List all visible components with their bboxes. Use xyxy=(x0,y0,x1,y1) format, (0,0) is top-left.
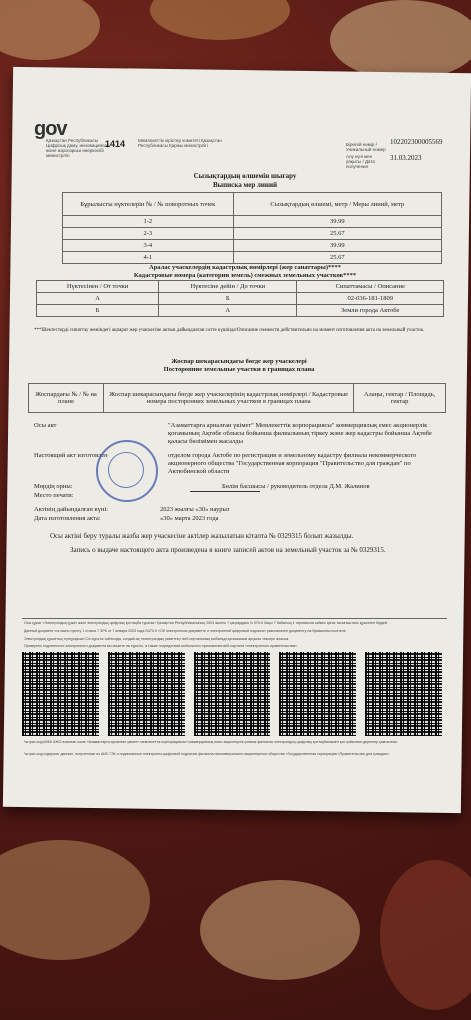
date-label: Алу күні мен уақыты / Дата получения xyxy=(346,154,375,169)
unique-number-label: Бірегей нөмір / Уникальный номер xyxy=(346,142,386,152)
section1-title-kz: Сызықтардың өлшемін шығару xyxy=(193,172,297,180)
cell: А xyxy=(37,293,159,305)
section2-title-kz: Аралас учаскелердің кадастрлық нөмірлері (жер санаттары)**** xyxy=(149,264,341,271)
qr-code-icon xyxy=(279,652,356,736)
cell: 02-036-181-1809 xyxy=(297,293,444,305)
maker-label: Настоящий акт изготовлен xyxy=(34,452,108,459)
middle-organization: Мемлекеттік кірістер комитеті Қазақстан Республикасы Қаржы министрлігі xyxy=(138,138,222,148)
section1-title-ru: Выписка мер линий xyxy=(212,181,278,189)
cell: Земли города Актобе xyxy=(297,305,444,317)
col-plan-number: Жоспардағы № / № на плане xyxy=(29,384,104,413)
cell: 39.99 xyxy=(233,240,441,252)
act-value: "Азаматтарға арналған үкімет" Мемлекеттік корпорациясы" коммерциялық емес акционерлік қоғамының Ақтөбе облысы бойынша филиалының тіркеу және жер кадастры бойынша Ақтөбе қаласы бөлімімен жасалды xyxy=(168,422,432,445)
carpet-pattern xyxy=(380,860,471,1010)
qr-code-icon xyxy=(108,652,185,736)
left-organization: Қазақстан Республикасы Цифрлық даму, инновациялар және аэроғарыш өнеркәсібі министрлігі xyxy=(46,138,110,158)
footer-line-2: Данный документ согласно пункту 1 статьи 7 ЗРК от 7 января 2003 года N370-II «Об электронном документе и электронной цифровой подписи» равнозначен документу на бумажном носителе. xyxy=(24,629,347,633)
qr-code-icon xyxy=(22,652,99,736)
unique-number: 102202300005569 xyxy=(390,138,443,146)
section3-title-kz: Жоспар шекарасындағы бөгде жер учаскелері xyxy=(171,358,307,365)
col-desc: Сипаттамасы / Описание xyxy=(297,281,444,293)
carpet-pattern xyxy=(150,0,290,40)
cell: 25.67 xyxy=(233,252,441,264)
date-made-ru: «30» марта 2023 года xyxy=(160,515,219,522)
date-made-label-ru: Дата изготовления акта: xyxy=(34,515,101,522)
gov-logo: gov xyxy=(34,118,67,140)
footer-divider xyxy=(22,618,447,619)
cell: Б xyxy=(159,293,297,305)
date-value: 31.03.2023 xyxy=(390,154,422,162)
seal-label-kz: Мөрдің орны: xyxy=(34,483,73,490)
footer-bottom-2: *штрих-код содержит данные, полученные из АИС ГЗК и подписанные электронно-цифровой подписью филиала некоммерческого акционерного общества «Государственная корпорация «Правительство для граждан». xyxy=(24,752,390,756)
date-made-kz: 2023 жылғы «30» наурыз xyxy=(160,506,230,513)
col-to: Нүктесіне дейін / До точки xyxy=(159,281,297,293)
table-row xyxy=(63,240,442,252)
col-points: Бұрылысты нүктелерiн № / № поворотных точек xyxy=(63,193,234,216)
seal-label-ru: Место печати: xyxy=(34,492,74,499)
col-area: Алаңы, гектар / Площадь, гектар xyxy=(354,384,446,413)
record-kz: Осы актіні беру туралы жазба жер учаскесіне актілер жазылатын кітапта № 0329315 болып жазылды. xyxy=(50,532,354,540)
cell: 25.67 xyxy=(233,228,441,240)
carpet-pattern xyxy=(0,840,150,960)
document-code: 1414 xyxy=(105,139,126,149)
act-label: Осы акт xyxy=(34,422,57,429)
footer-line-3: Электрондық құжаттың түпнұсқасын Сіз egov.kz сайтында, сондай-ақ «электрондық үкіметтің» веб-порталының мобильді қосымшасы арқылы тексере аласыз. xyxy=(24,637,290,641)
adjacent-plots-table xyxy=(36,280,444,317)
line-measures-table xyxy=(62,192,442,264)
barcode-row xyxy=(22,652,442,736)
footer-line-4: Проверить подлинность электронного документа вы можете на egov.kz, а также посредством мобильного приложения веб-портала «электронного правительства». xyxy=(24,644,298,648)
table-row xyxy=(37,305,444,317)
col-from: Нүктесінен / От точки xyxy=(37,281,159,293)
section2-title-ru: Кадастровые номера (категории земель) смежных земельных участков**** xyxy=(133,272,357,279)
table-row xyxy=(37,293,444,305)
table-header-row xyxy=(29,384,446,413)
col-length: Сызықтардың өлшемі, метр / Меры линий, метр xyxy=(233,193,441,216)
cell: А xyxy=(159,305,297,317)
section3-title-ru: Посторонние земельные участки в границах плана xyxy=(163,366,315,373)
carpet-pattern xyxy=(330,0,471,80)
date-made-label-kz: Актінің дайындалған күні: xyxy=(34,506,108,513)
footer-line-1: Осы құжат «Электрондық құжат және электрондық цифрлық қолтаңба туралы» Қазақстан Республикасының 2003 жылғы 7 қаңтардағы N 370-II Заңы 7 бабының 1 тармағына сәйкес қағаз тасығыштағы құжатпен бірдей. xyxy=(24,621,388,625)
header-right-block xyxy=(346,138,466,169)
head-of-department: Бөлім басшысы / руководитель отдела Д.М. Жалинов xyxy=(222,483,370,490)
record-ru: Запись о выдаче настоящего акта произведена в книге записей актов на земельный участок за № 0329315. xyxy=(70,546,386,554)
cell: 3-4 xyxy=(63,240,234,252)
table-row xyxy=(63,216,442,228)
table-row xyxy=(63,252,442,264)
section1-title xyxy=(40,172,450,190)
maker-value: отделом города Актобе по регистрации и земельному кадастру филиала некоммерческого акционерного общества "Государственная корпорация "Правительство для граждан" по Актюбинской области xyxy=(168,452,417,475)
foreign-plots-table xyxy=(28,383,446,413)
cell: 2-3 xyxy=(63,228,234,240)
cell: 39.99 xyxy=(233,216,441,228)
cell: 1-2 xyxy=(63,216,234,228)
carpet-pattern xyxy=(200,880,360,980)
carpet-pattern xyxy=(0,0,100,60)
cell: 4-1 xyxy=(63,252,234,264)
qr-code-icon xyxy=(194,652,271,736)
section3-title xyxy=(34,358,444,374)
adjacency-note: ***Шектестерді сипаттау жөніндегі ақпарат жер учаскесіне актын дайындалған сәтте күшінде/Описание смежеств действительно на момент изготовления акта на земельный участок. xyxy=(34,328,425,333)
table-row xyxy=(63,228,442,240)
table-header-row xyxy=(63,193,442,216)
cell: Б xyxy=(37,305,159,317)
table-header-row xyxy=(37,281,444,293)
section2-title xyxy=(40,264,450,280)
footer-bottom-1: *штрих-код МЖК АЖО алынған және «Азаматтарға арналған үкімет» мемлекеттік корпорациясы» коммерциялық емес акционерлік қоғамы филиалы электрондық-цифрлық қолтаңбасымен қол қойылған деректер қамтылған. xyxy=(24,740,398,744)
qr-code-icon xyxy=(365,652,442,736)
round-seal-icon xyxy=(96,440,158,502)
col-cadastral: Жоспар шекарасындағы бөгде жер учаскелерінің кадастрлық нөмірлері / Кадастровые номера посторонних земельных участков в границах плана xyxy=(104,384,354,413)
